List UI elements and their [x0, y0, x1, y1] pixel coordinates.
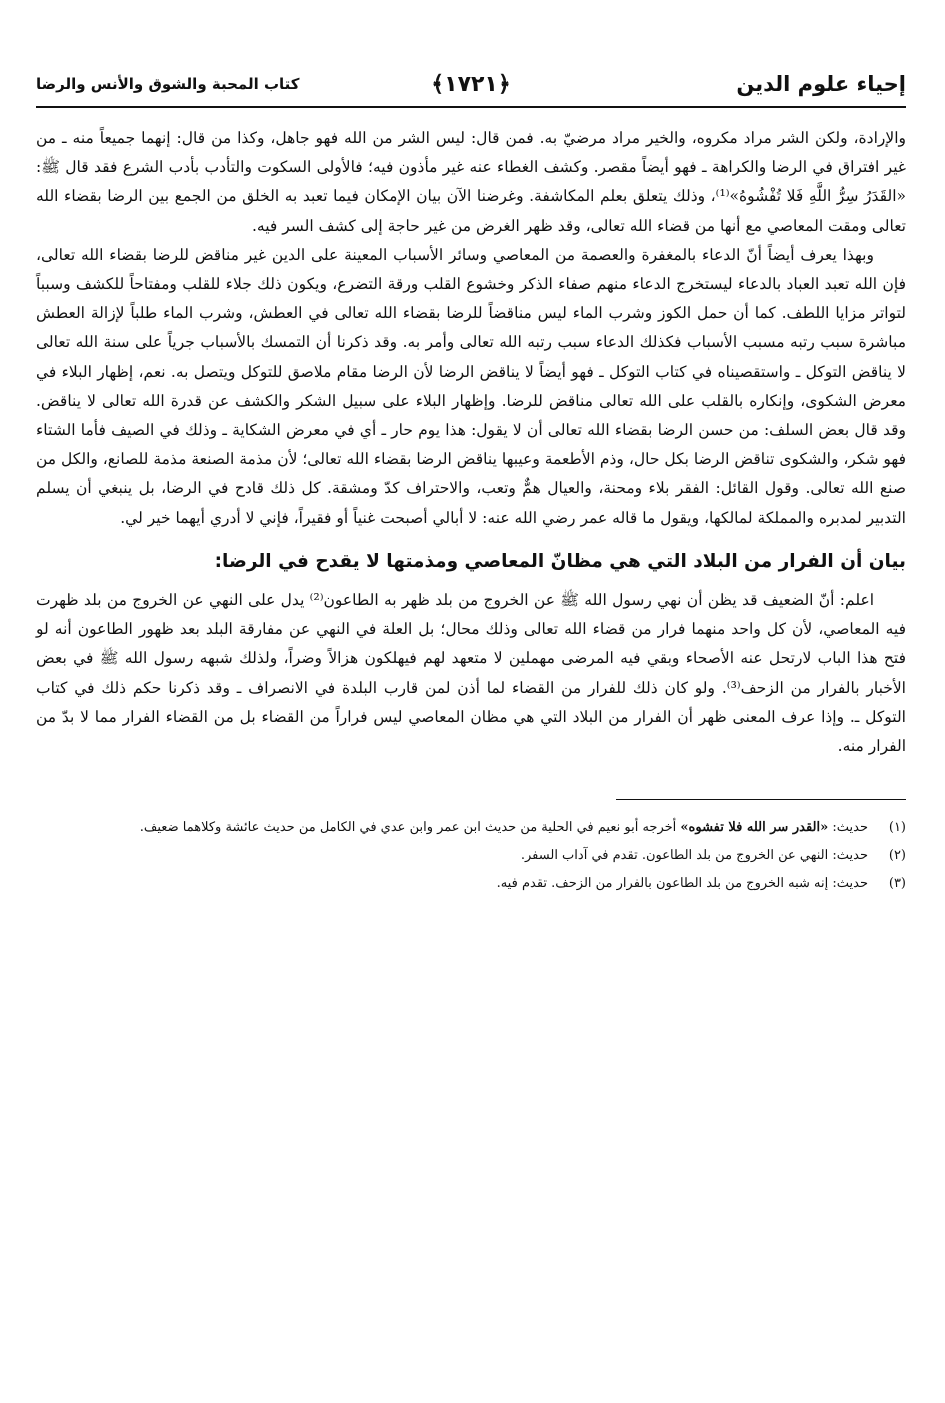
footnote-text: إنه شبه الخروج من بلد الطاعون بالفرار من الزحف. تقدم فيه.: [496, 876, 829, 892]
footnote: [36, 872, 906, 896]
paragraph: اعلم: أنّ الضعيف قد يظن أن نهي رسول الله ﷺ عن الخروج من بلد ظهر به الطاعون⁽²⁾ يدل على النهي عن الخروج من بلد ظهرت فيه المعاصي، لأن كل واحد منهما فرار من قضاء الله تعالى وذلك محال؛ بل العلة في النهي عن مفارقة البلد بعد ظهور الطاعون أنه لو فتح هذا الباب لارتحل عنه الأصحاء وبقي فيه المرضى مهملين لا متعهد لهم فيهلكون هزالاً وضراً، ولذلك شبهه رسول الله ﷺ في بعض الأخبار بالفرار من الزحف⁽³⁾. ولو كان ذلك للفرار من القضاء لما أذن لمن قارب البلدة في الانصراف ـ وقد ذكرنا حكم ذلك في كتاب التوكل ـ. وإذا عرف المعنى ظهر أن الفرار من البلاد التي هي مظان المعاصي ليس فراراً من القضاء بل من القضاء الفرار مما لا بدّ من الفرار منه.: [36, 591, 906, 756]
footnote: [36, 844, 906, 868]
footnote-prefix: حديث:: [828, 848, 868, 864]
page-number: ﴿١٧٢١﴾: [431, 71, 511, 97]
main-text: [36, 124, 906, 761]
book-page: [36, 62, 906, 900]
section-heading: بيان أن الفرار من البلاد التي هي مظانّ المعاصي ومذمتها لا يقدح في الرضا:: [214, 550, 906, 572]
footnote-text: النهي عن الخروج من بلد الطاعون. تقدم في آداب السفر.: [520, 848, 829, 864]
paragraph: وبهذا يعرف أيضاً أنّ الدعاء بالمغفرة والعصمة من المعاصي وسائر الأسباب المعينة على الدين غير مناقض للرضا بقضاء الله تعالى، فإن الله تعبد العباد بالدعاء ليستخرج الدعاء منهم صفاء الذكر وخشوع القلب ورقة التضرع، ويكون ذلك جلاء للقلب ومفتاحاً للكشف وسبباً لتواتر مزايا اللطف. كما أن حمل الكوز وشرب الماء ليس مناقضاً للرضا بقضاء الله تعالى في العطش، وشرب الماء طلباً لإزالة العطش مباشرة سبب رتبه مسبب الأسباب فكذلك الدعاء سبب رتبه الله تعالى وأمر به. وقد ذكرنا أن التمسك بالأسباب جرياً على سنة الله تعالى لا يناقض التوكل ـ واستقصيناه في كتاب التوكل ـ فهو أيضاً لا يناقض الرضا لأن الرضا مقام ملاصق للتوكل ويتصل به. نعم، إظهار البلاء في معرض الشكوى، وإنكاره بالقلب على الله تعالى مناقض للرضا. وإظهار البلاء على سبيل الشكر والكشف عن قدرة الله تعالى لا يناقض. وقد قال بعض السلف: من حسن الرضا بقضاء الله تعالى أن لا يقول: هذا يوم حار ـ أي في معرض الشكاية ـ وذلك في الصيف فأما الشتاء فهو شكر، والشكوى تناقض الرضا بكل حال، وذم الأطعمة وعيبها يناقض الرضا بقضاء الله تعالى؛ لأن مذمة الصنعة مذمة للصانع، والكل من صنع الله تعالى. وقول القائل: الفقر بلاء ومحنة، والعيال همٌّ وتعب، والاحتراف كدّ ومشقة. كل ذلك قادح في الرضا، بل ينبغي أن يسلم التدبير لمدبره والمملكة لمالكها، ويقول ما قاله عمر رضي الله عنه: لا أبالي أصبحت غنياً أو فقيراً، فإني لا أدري أيهما خير لي.: [36, 245, 906, 527]
footnote-divider: [616, 799, 906, 800]
footnote-prefix: حديث:: [828, 820, 868, 836]
chapter-title: كتاب المحبة والشوق والأنس والرضا: [36, 75, 300, 93]
paragraph: والإرادة، ولكن الشر مراد مكروه، والخير مراد مرضيّ به. فمن قال: ليس الشر من الله فهو جاهل، وكذا من قال: إنهما جميعاً منه ـ من غير افتراق في الرضا والكراهة ـ فهو أيضاً مقصر. وكشف الغطاء عنه غير مأذون فيه؛ فالأولى السكوت والتأدب بأدب الشرع فقد قال ﷺ: «القَدَرُ سِرُّ اللَّهِ فَلا تُفْشُوهُ»⁽¹⁾، وذلك يتعلق بعلم المكاشفة. وغرضنا الآن بيان الإمكان فيما تعبد به الخلق من الجمع بين الرضا بقضاء الله تعالى ومقت المعاصي مع أنها من قضاء الله تعالى، وقد ظهر الغرض من غير حاجة إلى كشف السر فيه.: [36, 129, 906, 235]
footnote-prefix: حديث:: [828, 876, 868, 892]
footnote-number: (٢): [888, 848, 906, 864]
running-header: [36, 62, 906, 108]
footnotes: [36, 816, 906, 896]
footnote-text: أخرجه أبو نعيم في الحلية من حديث ابن عمر وابن عدي في الكامل من حديث عائشة وكلاهما ضعيف.: [139, 820, 681, 836]
footnote-quote: «القدر سر الله فلا تفشوه»: [680, 820, 829, 836]
footnote-number: (١): [888, 820, 906, 836]
footnote: [36, 816, 906, 840]
footnote-number: (٣): [888, 876, 906, 892]
book-title: إحياء علوم الدين: [736, 72, 906, 96]
